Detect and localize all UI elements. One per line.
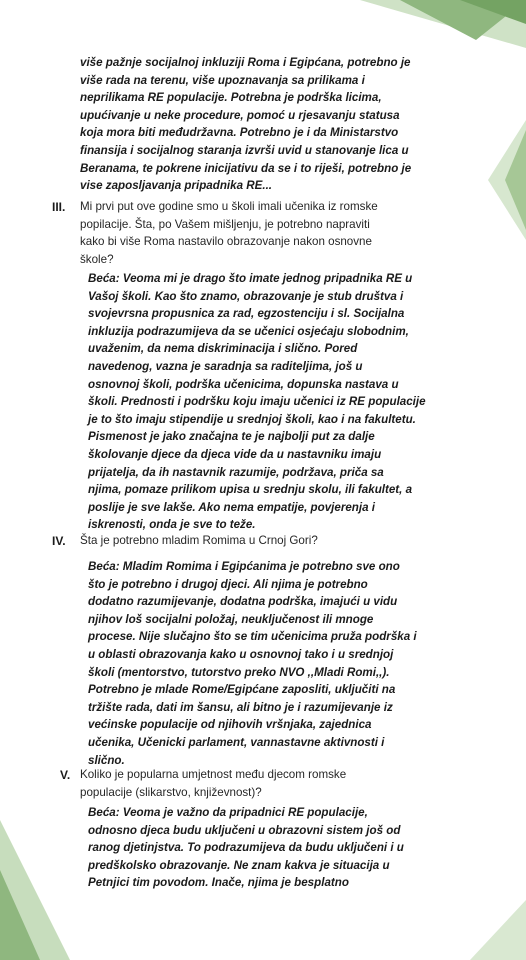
answer-line: predškolsko obrazovanje. Ne znam kakva je situacija u <box>88 858 390 872</box>
intro-answer-line: više pažnje socijalnoj inkluziji Roma i Egipćana, potrebno je <box>80 56 411 69</box>
answer-line: školovanje djece da djeca vide da u nastavniku imaju <box>88 447 382 461</box>
question-line: škole? <box>80 252 114 266</box>
answer-line: Pismenost je jako značajna te je najbolji put za dalje <box>88 430 375 444</box>
answer-line: školi (mentorstvo, tutorstvo preko NVO ,,Mladi Romi,,). <box>88 665 390 679</box>
answer-line: uvaženim, da nema diskriminacija i slično. Pored <box>88 342 358 356</box>
question-text <box>80 198 378 268</box>
question-text <box>80 766 346 801</box>
question-line: kako bi više Roma nastavilo obrazovanje nakon osnovne <box>80 235 372 249</box>
question-line: Šta je potrebno mladim Romima u Crnoj Gori? <box>80 534 318 547</box>
answer-line: slično. <box>88 753 125 767</box>
intro-answer-line: Beranama, te pokrene inicijativu da se i to riješi, potrebno je <box>80 161 412 175</box>
answer-line: Vašoj školi. Kao što znamo, obrazovanje je stub društva i <box>88 289 404 303</box>
answer-line: odnosno djeca budu uključeni u obrazovni sistem još od <box>88 823 401 837</box>
item-number: V. <box>60 768 71 782</box>
answer-line: svojevrsna propusnica za rad, egzostenciju i sl. Socijalna <box>88 307 405 321</box>
answer-line: dodatno razumijevanje, dodatna podrška, imajući u vidu <box>88 595 398 609</box>
intro-answer-line: vise zaposljavanja pripadnika RE... <box>80 179 273 193</box>
intro-answer-line: upućivanje u neke procedure, pomoć u rjesavanju statusa <box>80 108 400 122</box>
question-text <box>80 532 318 550</box>
answer-line: Petnjici tim povodom. Inače, njima je besplatno <box>88 876 349 890</box>
item-number: IV. <box>52 534 66 548</box>
answer-line: što je potrebno i drugoj djeci. Ali njima je potrebno <box>88 577 368 591</box>
intro-answer-line: finansija i socijalnog staranja izvrši uvid u stanovanje lica u <box>80 143 409 157</box>
answer-line: Beća: Veoma mi je drago što imate jednog pripadnika RE u <box>88 272 413 285</box>
intro-answer-line: koja mora biti međudržavna. Potrebno je i da Ministarstvo <box>80 126 399 140</box>
answer-text <box>88 558 417 769</box>
question-line: Koliko je popularna umjetnost među djecom romske <box>80 768 347 781</box>
intro-answer <box>80 54 411 195</box>
answer-line: školi. Prednosti i podršku koju imaju učenici iz RE populacije <box>88 395 426 409</box>
question-line: Mi prvi put ove godine smo u školi imali učenika iz romske <box>80 200 378 213</box>
answer-line: iskrenosti, onda je sve to teže. <box>88 518 256 532</box>
answer-line: poslije je sve lakše. Ako nema empatije, povjerenja i <box>88 500 375 514</box>
question-line: populacije (slikarstvo, književnost)? <box>80 785 262 799</box>
answer-line: je to što imaju stipendije u srednjoj školi, kao i na fakultetu. <box>88 412 416 426</box>
answer-line: inkluzija podrazumijeva da se učenici osjećaju slobodnim, <box>88 324 409 338</box>
intro-answer-line: neprilikama RE populacije. Potrebna je podrška licima, <box>80 91 382 105</box>
answer-line: osnovnoj školi, podrška učenicima, dopunska nastava u <box>88 377 399 391</box>
answer-line: tržište rada, dati im šansu, ali bitno je i razumijevanje iz <box>88 700 393 714</box>
answer-line: Beća: Veoma je važno da pripadnici RE populacije, <box>88 806 368 819</box>
answer-text <box>88 270 426 534</box>
item-number: III. <box>52 200 66 214</box>
answer-line: navedenog, vazna je saradnja sa raditeljima, još u <box>88 359 363 373</box>
intro-answer-line: više rada na terenu, više upoznavanja sa prilikama i <box>80 73 365 87</box>
answer-line: njima, pomaze prilikom upisa u srednju skolu, ili fakultet, a <box>88 483 413 497</box>
answer-line: Beća: Mladim Romima i Egipćanima je potrebno sve ono <box>88 560 400 573</box>
answer-line: Potrebno je mlade Rome/Egipćane zaposliti, uključiti na <box>88 683 396 697</box>
answer-line: u oblasti obrazovanja kako u osnovnoj tako i u srednjoj <box>88 647 394 661</box>
answer-line: većinske populacije od njihovih vršnjaka, zajednica <box>88 718 372 732</box>
question-line: popilacije. Šta, po Vašem mišljenju, je potrebno napraviti <box>80 217 370 231</box>
answer-line: njihov loš socijalni položaj, neuključenost ili mnoge <box>88 612 374 626</box>
answer-text <box>88 804 404 892</box>
answer-line: učenika, Učenicki parlament, vannastavne aktivnosti i <box>88 735 385 749</box>
answer-line: procese. Nije slučajno što se tim učenicima pruža podrška i <box>88 630 417 644</box>
answer-line: ranog djetinjstva. To podrazumijeva da budu uključeni i u <box>88 841 404 855</box>
answer-line: prijatelja, da ih nastavnik razumije, podržava, priča sa <box>88 465 384 479</box>
